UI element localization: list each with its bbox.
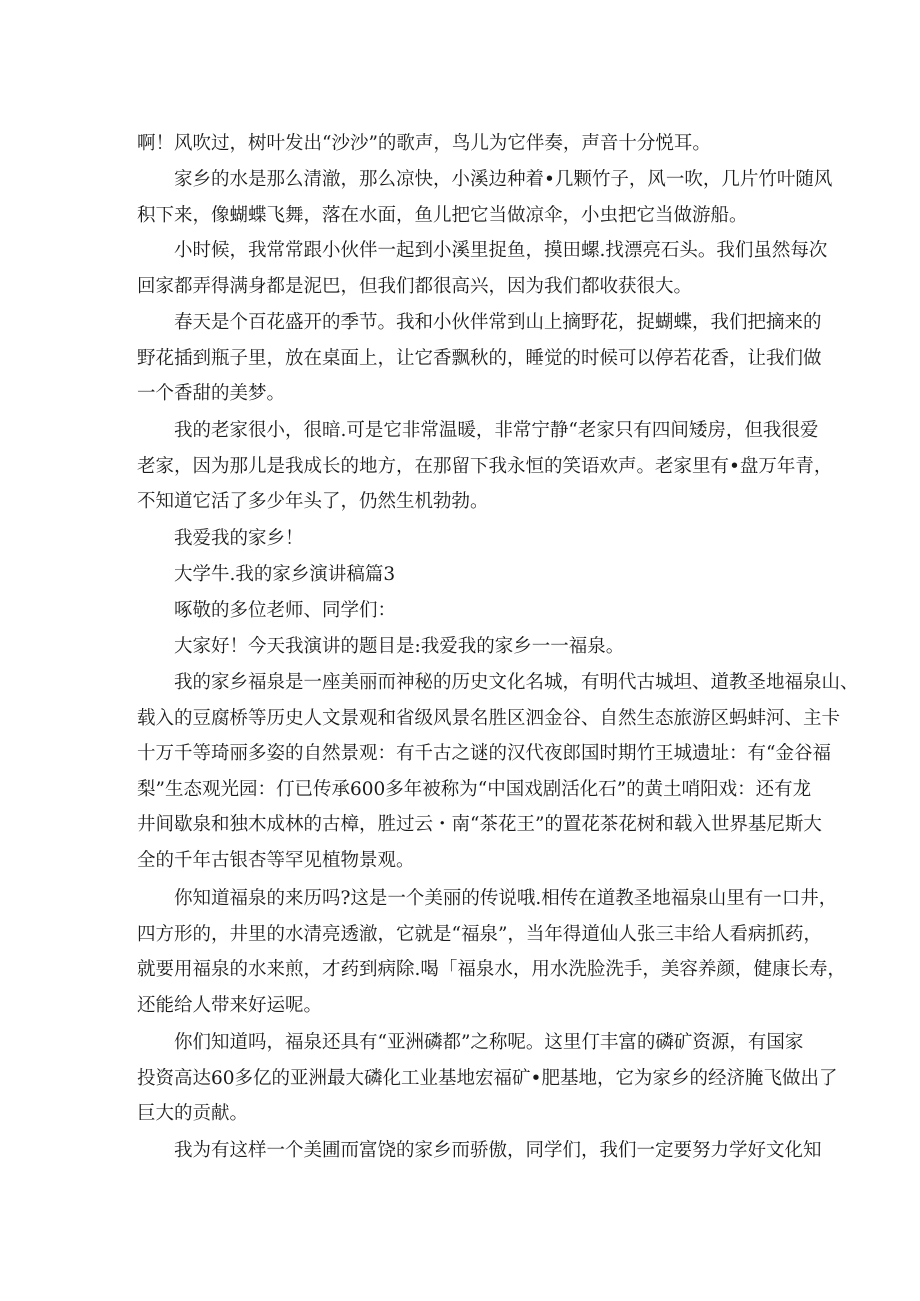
text-line: 啊！风吹过，树叶发出“沙沙”的歌声，鸟儿为它伴奏，声音十分悦耳。 <box>137 133 711 154</box>
text-line: 我为有这样一个美圃而富饶的家乡而骄傲，同学们，我们一定要努力学好文化知 <box>174 1140 822 1161</box>
text-line: 积下来，像蝴蝶飞舞，落在水面，鱼儿把它当做凉伞，小虫把它当做游船。 <box>137 204 748 226</box>
text-line: 春天是个百花盛开的季节。我和小伙伴常到山上摘野花，捉蝴蝶，我们把摘来的 <box>174 312 822 333</box>
text-line: 我爱我的家乡！ <box>174 528 304 549</box>
text-line: 老家，因为那儿是我成长的地方，在那留下我永恒的笑语欢声。老家里有•盘万年青， <box>137 455 833 477</box>
text-line: 家乡的水是那么清澈，那么凉快，小溪边种着•几颗竹子，风一吹，几片竹叶随风 <box>174 169 833 190</box>
paragraph <box>137 881 846 1023</box>
text-line: 回家都弄得满身都是泥巴，但我们都很高兴，因为我们都收获很大。 <box>137 275 693 297</box>
text-line: 还能给人带来好运呢。 <box>137 994 323 1016</box>
text-line: 巨大的贡献。 <box>137 1103 249 1124</box>
text-line: 不知道它活了多少年头了，仍然生机勃勃。 <box>137 491 489 512</box>
text-line: 四方形的，井里的水清亮透澈，它就是“福泉”，当年得道仙人张三丰给人看病抓药， <box>137 923 822 945</box>
text-line: 投资高达60多亿的亚洲最大磷化工业基地宏福矿•肥基地，它为家乡的经济腌飞做出了 <box>137 1067 838 1089</box>
text-line: 大家好！今天我演讲的题目是:我爱我的家乡一一福泉。 <box>174 636 625 657</box>
text-line: 我的家乡福泉是一座美丽而神秘的历史文化名城，有明代古城坦、道教圣地福泉山、 <box>174 672 859 693</box>
text-line: 十万千等琦丽多姿的自然景观：有千古之谜的汉代夜郎国时期竹王城遗址：有“金谷福 <box>137 743 831 764</box>
text-line: 你们知道吗，福泉还具有“亚洲磷都”之称呢。这里仃丰富的磷矿资源，有国家 <box>174 1032 804 1053</box>
text-line: 我的老家很小，很暗.可是它非常温暖，非常宁静“老家只有四间矮房，但我很爱 <box>174 420 819 441</box>
paragraph <box>137 593 777 629</box>
paragraph <box>137 1133 822 1169</box>
text-line: 你知道福泉的来历吗?这是一个美丽的传说哦.相传在道教圣地福泉山里有一口井， <box>174 888 838 909</box>
paragraph <box>137 162 833 233</box>
paragraph <box>137 629 777 665</box>
paragraph <box>137 126 777 162</box>
text-line: 小时候，我常常跟小伙伴一起到小溪里捉鱼，摸田螺.找漂亮石头。我们虽然每次 <box>174 240 828 261</box>
text-line: 就要用福泉的水来煎，才药到病除.喝「福泉水，用水洗脸洗手，美容养颜，健康长寿， <box>137 959 846 980</box>
paragraph <box>137 1025 838 1132</box>
paragraph <box>137 305 822 412</box>
text-line: 啄敬的多位老师、同学们： <box>174 600 397 621</box>
paragraph <box>137 233 828 304</box>
paragraph <box>137 413 833 520</box>
paragraph <box>137 521 777 557</box>
paragraph <box>137 665 859 878</box>
text-line: 井间歇泉和独木成林的古樟，胜过云・南“茶花王”的置花茶花树和载入世界基尼斯大 <box>137 814 822 835</box>
text-line: 全的千年古银杏等罕见植物景观。 <box>137 849 415 871</box>
text-line: 野花插到瓶子里，放在桌面上，让它香飘秋的，睡觉的时候可以停若花香，让我们做 <box>137 347 822 369</box>
text-line: 一个香甜的美梦。 <box>137 383 286 404</box>
text-line: 梨”生态观光园：仃已传承600多年被称为“中国戏剧活化石”的黄土哨阳戏：还有龙 <box>137 778 812 800</box>
section-heading <box>137 557 777 593</box>
text-line: 大学牛.我的家乡演讲稿篇3 <box>174 564 396 585</box>
text-line: 载入的豆腐桥等历史人文景观和省级风景名胜区泗金谷、自然生态旅游区蚂蚌河、主卡 <box>137 707 841 729</box>
